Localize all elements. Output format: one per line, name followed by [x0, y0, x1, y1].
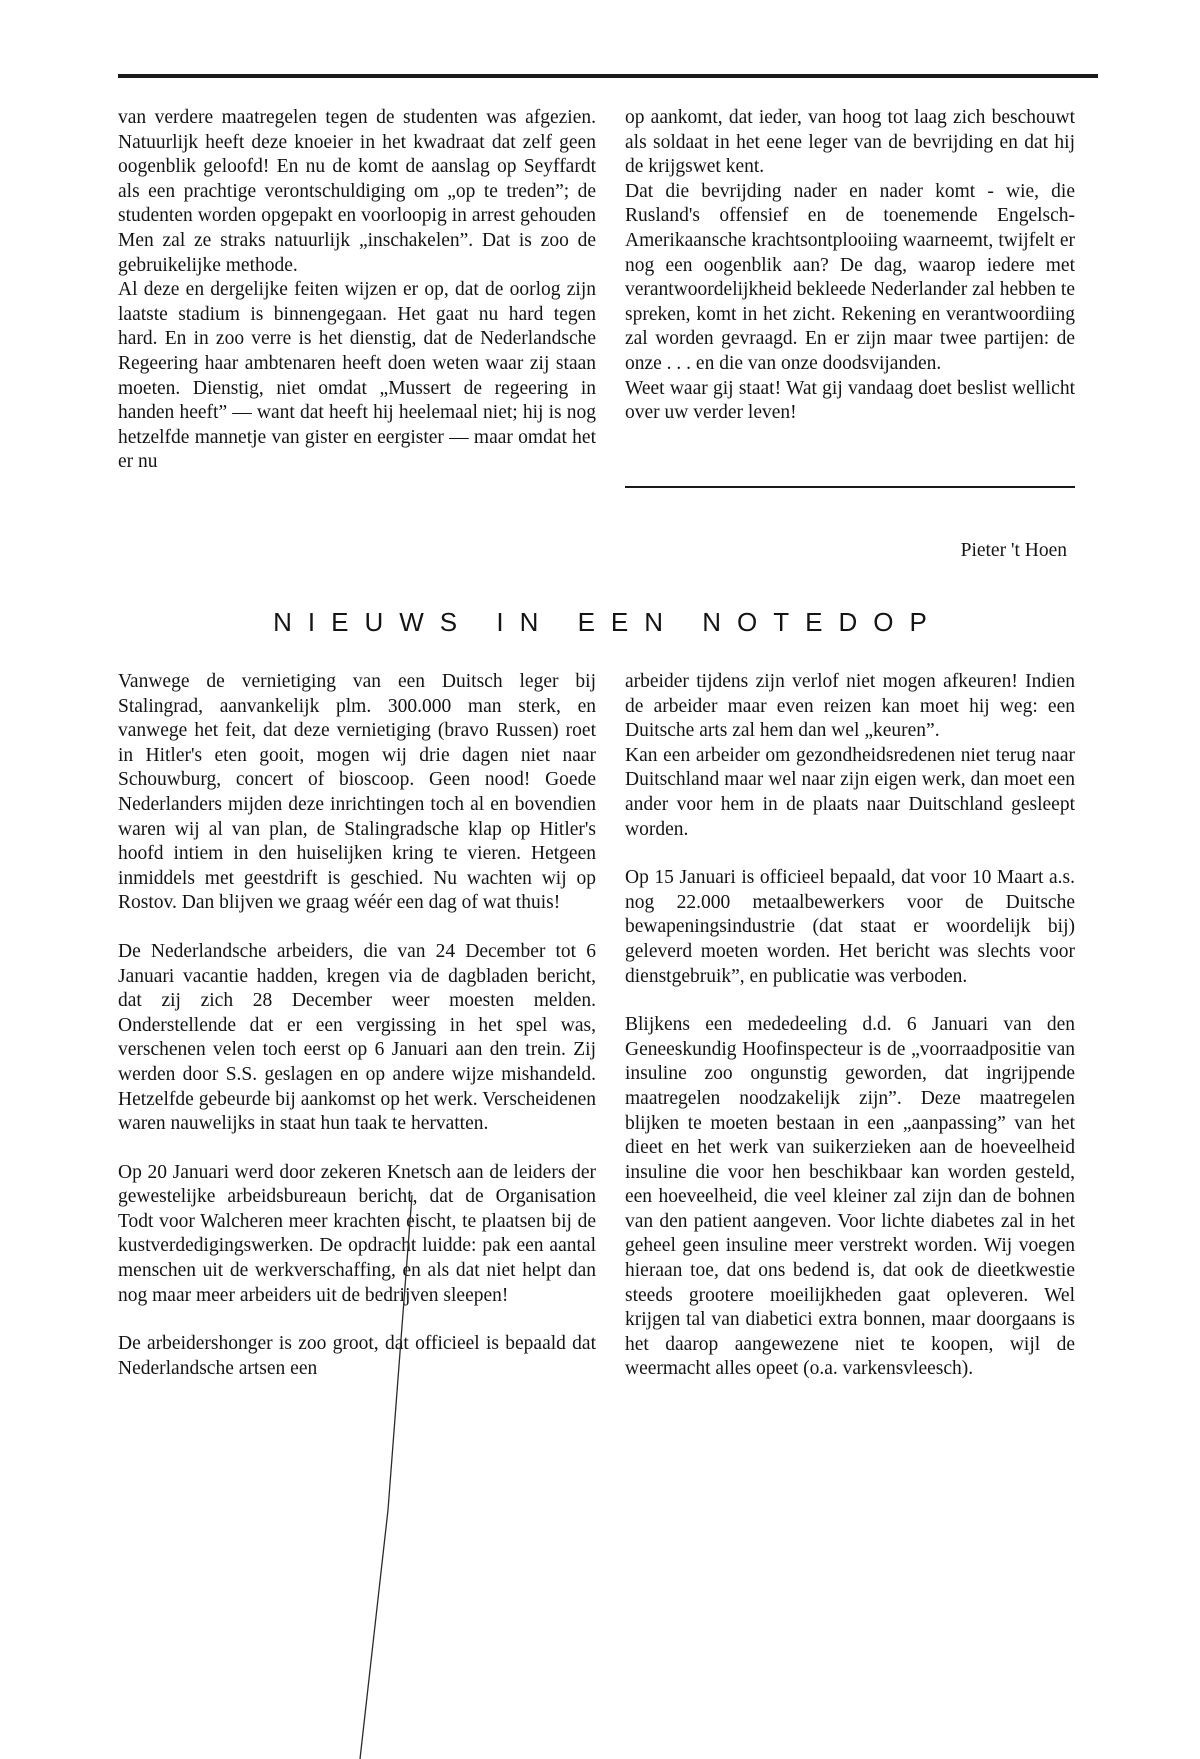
article-right-column	[625, 106, 1075, 426]
section-title: NIEUWS IN EEN NOTEDOP	[273, 607, 943, 637]
article-paragraph: Dat die bevrijding nader en nader komt - wie, die Rusland's offensief en de toenemende Engelsch-Amerikaansche krachtsontplooiing waarneemt, twijfelt er nog een oogenblik aan? De dag, waarop iedere met verantwoordelijkheid bekleede Nederlander zal hebben te spreken, komt in het zicht. Rekening en verantwoordiing zal worden gevraagd. En er zijn maar twee partijen: de onze . . . en die van onze doodsvijanden.	[625, 180, 1075, 374]
article-paragraph: op aankomt, dat ieder, van hoog tot laag zich beschouwt als soldaat in het eene leger van de bevrijding en dat hij de krijgswet kent.	[625, 107, 1075, 178]
paragraph-gap	[118, 1137, 596, 1161]
news-item: Vanwege de vernietiging van een Duitsch leger bij Stalingrad, aanvankelijk plm. 300.000 man sterk, en vanwege het feit, dat deze vernietiging (bravo Russen) roet in Hitler's eten gooit, mogen wij drie dagen niet naar Schouwburg, concert of bioscoop. Geen nood! Goede Nederlanders mijden deze inrichtingen toch al en bovendien waren wij al van plan, de Stalingradsche klap op Hitler's hoofd intiem in den huiselijken kring te vieren. Hetgeen inmiddels met geestdrift is geschied. Nu wachten wij op Rostov. Dan blijven we graag wéér een dag of wat thuis!	[118, 671, 596, 914]
paragraph-gap	[625, 842, 1075, 866]
paragraph-gap	[118, 916, 596, 940]
news-item: De Nederlandsche arbeiders, die van 24 December tot 6 Januari vacantie hadden, kregen via de dagbladen bericht, dat zij zich 28 December weer moesten melden. Onderstellende dat er een vergissing in het spel was, verschenen velen toch eerst op 6 Januari aan den trein. Zij werden door S.S. geslagen en op andere wijze mishandeld. Hetzelfde gebeurde bij aankomst op het werk. Verscheidenen waren nauwelijks in staat hun taak te hervatten.	[118, 940, 596, 1135]
news-item: Op 15 Januari is officieel bepaald, dat voor 10 Maart a.s. nog 22.000 metaalbewerkers voor de Duitsche bewapeningsindustrie (dat staat er woordelijk bij) geleverd moeten worden. Het bericht was slechts voor dienstgebruik”, en publicatie was verboden.	[625, 867, 1075, 987]
closing-underline	[625, 486, 1075, 488]
news-left-column	[118, 670, 596, 1381]
news-item: Kan een arbeider om gezondheidsredenen niet terug naar Duitschland maar wel naar zijn eigen werk, dan moet een ander voor hem in de plaats naar Duitschland gesleept worden.	[625, 744, 1075, 840]
news-item: Op 20 Januari werd door zekeren Knetsch aan de leiders der gewestelijke arbeidsbureaun bericht, dat de Organisation Todt voor Walcheren meer krachten eischt, te plaatsen bij de kustverdedigingswerken. De opdracht luidde: pak een aantal menschen uit de werkverschaffing, en als dat niet helpt dan nog maar meer arbeiders uit de bedrijven sleepen!	[118, 1161, 596, 1306]
top-rule	[118, 74, 1098, 78]
article-paragraph: van verdere maatregelen tegen de studenten was afgezien. Natuurlijk heeft deze knoeier in het kwadraat dat zelf geen oogenblik geloofd! En nu de komt de aanslag op Seyffardt als een prachtige verontschuldiging om „op te treden”; de studenten worden opgepakt en voorloopig in arrest gehouden Men zal ze straks natuurlijk „inschakelen”. Dat is zoo de gebruikelijke methode.	[118, 107, 596, 276]
paragraph-gap	[625, 989, 1075, 1013]
article-closing-line: Weet waar gij staat! Wat gij vandaag doet beslist wellicht over uw verder leven!	[625, 377, 1075, 424]
article-paragraph: Al deze en dergelijke feiten wijzen er op, dat de oorlog zijn laatste stadium is binnengegaan. Het gaat nu hard tegen hard. En in zoo verre is het dienstig, dat de Nederlandsche Regeering haar ambtenaren heeft doen weten waar zij staan moeten. Dienstig, niet omdat „Mussert de regeering in handen heeft” — want dat heeft hij heelemaal niet; hij is nog hetzelfde mannetje van gister en eergister — maar omdat het er nu	[118, 279, 596, 473]
news-item: De arbeidershonger is zoo groot, dat officieel is bepaald dat Nederlandsche artsen een	[118, 1333, 596, 1379]
news-right-column	[625, 670, 1075, 1382]
news-item: Blijkens een mededeeling d.d. 6 Januari van den Geneeskundig Hoofinspecteur is de „voorraadpositie van insuline zoo ongunstig geworden, dat ingrijpende maatregelen noodzakelijk zijn”. Deze maatregelen blijken te moeten bestaan in een „aanpassing” van het dieet en het werk van suikerzieken aan de hoeveelheid insuline die voor hen beschikbaar kan worden gesteld, een hoeveelheid, die veel kleiner zal zijn dan de bohnen van den patient aangeven. Voor lichte diabetes zal in het geheel geen insuline meer verstrekt worden. Wij voegen hieraan toe, dat ons bedend is, dat ook de dieetkwestie steeds grootere moeilijkheden gaat opleveren. Wel krijgen tal van diabetici extra bonnen, maar doorgaans is het daarop aangewezene niet te koopen, wijl de weermacht alles opeet (o.a. varkensvleesch).	[625, 1014, 1075, 1380]
news-item: arbeider tijdens zijn verlof niet mogen afkeuren! Indien de arbeider maar even reizen kan moet hij weg: een Duitsche arts zal hem dan wel „keuren”.	[625, 671, 1075, 742]
author-signature: Pieter 't Hoen	[960, 540, 1067, 561]
paragraph-gap	[118, 1308, 596, 1332]
article-left-column	[118, 106, 596, 475]
